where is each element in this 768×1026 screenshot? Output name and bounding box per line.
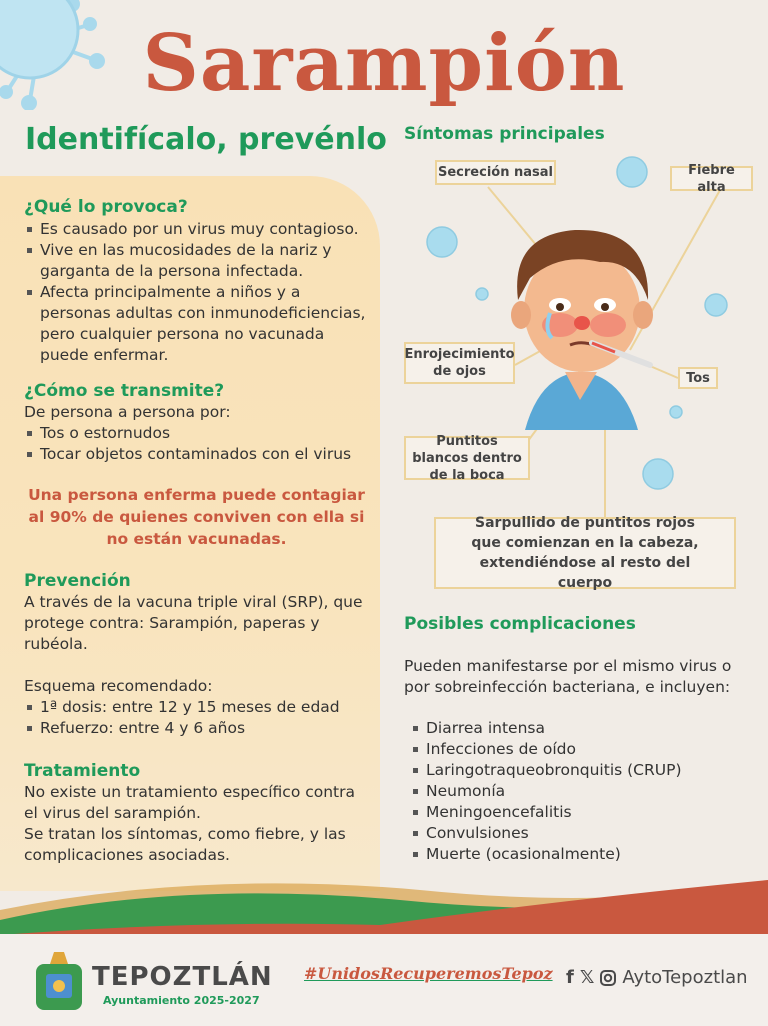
section-title: ¿Qué lo provoca?: [24, 197, 188, 217]
decorative-hills: [0, 840, 768, 940]
list-item: Es causado por un virus muy contagioso.: [24, 219, 369, 240]
list-item: Afecta principalmente a niños y a personas adultas con inmunodeficiencias, pero cualquier persona no vacunada puede enfermar.: [24, 282, 369, 366]
social-handle[interactable]: [566, 967, 748, 988]
list-item: Neumonía: [410, 781, 740, 802]
brand-name: TEPOZTLÁN: [92, 962, 273, 992]
list-item: Convulsiones: [410, 823, 740, 844]
symptom-tag-tos: Tos: [678, 367, 718, 389]
complicaciones-intro: Pueden manifestarse por el mismo virus o por sobreinfección bacteriana, e incluyen:: [404, 657, 732, 696]
social-handle-text: AytoTepoztlan: [622, 967, 748, 988]
list-item: Tos o estornudos: [24, 423, 369, 444]
section-title: ¿Cómo se transmite?: [24, 381, 225, 401]
section-causa: [24, 196, 369, 366]
page-subtitle: Identifícalo, prevénlo: [25, 122, 387, 157]
complicaciones-title: Posibles complicaciones: [404, 614, 636, 634]
section-prevencion: [24, 570, 369, 739]
section-text: A través de la vacuna triple viral (SRP), que protege contra: Sarampión, paperas y rubéola.: [24, 593, 363, 653]
symptom-tag-fiebre: Fiebre alta: [670, 166, 753, 191]
contagion-highlight: Una persona enferma puede contagiar al 90% de quienes conviven con ella si no están vacunadas.: [28, 486, 365, 548]
list-item: Infecciones de oído: [410, 739, 740, 760]
section-transmision: [24, 380, 369, 465]
list-item: Laringotraqueobronquitis (CRUP): [410, 760, 740, 781]
section-title: Prevención: [24, 571, 131, 591]
sintomas-title: Síntomas principales: [404, 124, 605, 144]
hashtag: #UnidosRecuperemosTepoz: [304, 964, 553, 983]
symptom-tag-secrecion: Secreción nasal: [435, 160, 556, 185]
tepoztlan-logo-icon: [30, 946, 88, 1016]
list-item: Meningoencefalitis: [410, 802, 740, 823]
section-text: No existe un tratamiento específico contra el virus del sarampión.: [24, 783, 356, 822]
list-item: Refuerzo: entre 4 y 6 años: [24, 718, 369, 739]
symptom-tag-sarpullido: Sarpullido de puntitos rojos que comienzan en la cabeza, extendiéndose al resto del cuerpo: [434, 517, 736, 589]
x-icon[interactable]: 𝕏: [579, 967, 595, 988]
brand-subtitle: Ayuntamiento 2025-2027: [103, 994, 260, 1007]
list-item: Vive en las mucosidades de la nariz y garganta de la persona infectada.: [24, 240, 369, 282]
page-title: Sarampión: [142, 18, 626, 109]
instagram-icon[interactable]: [600, 970, 616, 986]
symptom-tag-enrojecimiento: Enrojecimiento de ojos: [404, 342, 515, 384]
section-text: Se tratan los síntomas, como fiebre, y las complicaciones asociadas.: [24, 825, 346, 864]
list-item: Muerte (ocasionalmente): [410, 844, 740, 865]
section-intro: De persona a persona por:: [24, 403, 231, 421]
section-title: Tratamiento: [24, 761, 141, 781]
symptom-tag-puntitos: Puntitos blancos dentro de la boca: [404, 436, 530, 480]
esquema-label: Esquema recomendado:: [24, 677, 213, 695]
list-item: Diarrea intensa: [410, 718, 740, 739]
list-item: 1ª dosis: entre 12 y 15 meses de edad: [24, 697, 369, 718]
list-item: Tocar objetos contaminados con el virus: [24, 444, 369, 465]
facebook-icon[interactable]: f: [566, 967, 574, 988]
